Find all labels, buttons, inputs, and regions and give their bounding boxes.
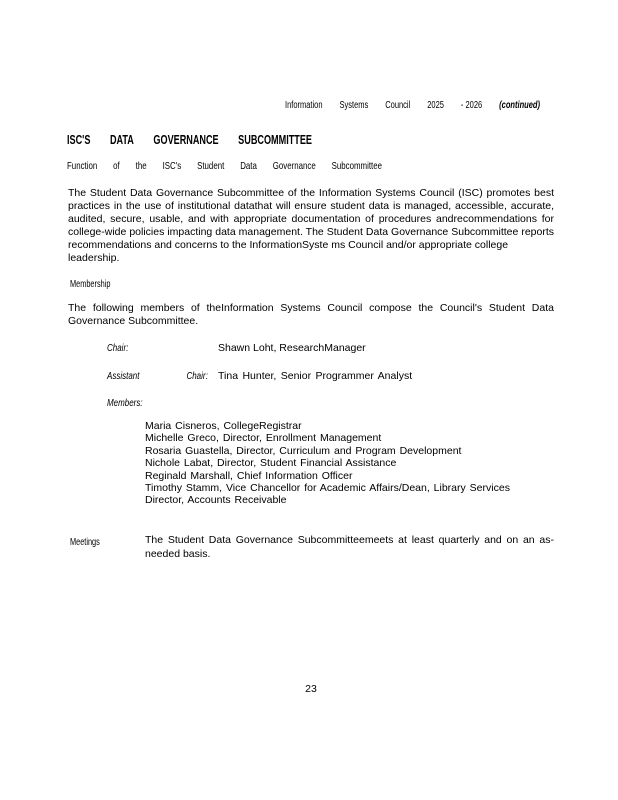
intro-paragraph [68, 187, 554, 265]
membership-intro-justified-lines [68, 302, 554, 315]
intro-paragraph-plain-lines [68, 239, 554, 265]
member-item: Director, Accounts Receivable [145, 494, 287, 507]
function-heading [67, 160, 382, 172]
page-number: 23 [305, 683, 317, 695]
assistant-chair-value: Tina Hunter, Senior Programmer Analyst [218, 370, 413, 382]
header-word: Council [385, 100, 411, 111]
function-heading-word: Function [67, 160, 98, 172]
header-word: Information [285, 100, 323, 111]
assistant-chair-label [107, 371, 208, 382]
header-word: (continued) [499, 100, 540, 111]
header-word: - 2026 [460, 100, 483, 111]
meetings-plain-lines [145, 548, 554, 562]
function-heading-word: Student [197, 160, 225, 172]
paragraph-line: The Student Data Governance Subcommitteemeets at least quarterly and on an as- [145, 534, 554, 546]
membership-heading: Membership [70, 278, 111, 290]
title-word: GOVERNANCE [153, 132, 219, 147]
paragraph-line: college-wide policies impacting data management. The Student Data Governance Subcommittee reports [68, 226, 554, 238]
membership-intro-plain-lines [68, 315, 554, 328]
member-item: Timothy Stamm, Vice Chancellor for Academic Affairs/Dean, Library Services [145, 482, 510, 495]
function-heading-word: Data [240, 160, 257, 172]
function-heading-word: Governance [272, 160, 316, 172]
function-heading-word: ISC's [162, 160, 182, 172]
function-heading-word: of [113, 160, 120, 172]
title-word: DATA [109, 132, 134, 147]
paragraph-line: The Student Data Governance Subcommittee of the Information Systems Council (ISC) promotes best [68, 187, 554, 199]
paragraph-line: practices in the use of institutional datathat will ensure student data is managed, accessible, accurate, [68, 200, 554, 212]
member-item: Reginald Marshall, Chief Information Officer [145, 469, 353, 482]
assistant-chair-label-word: Assistant [107, 371, 140, 382]
function-heading-word: Subcommittee [331, 160, 382, 172]
meetings-paragraph [145, 534, 554, 561]
member-item: Nichole Labat, Director, Student Financial Assistance [145, 457, 397, 470]
paragraph-line: audited, secure, usable, and with appropriate documentation of procedures andrecommendations for [68, 213, 554, 225]
membership-intro-paragraph [68, 302, 554, 328]
members-list [145, 420, 510, 507]
paragraph-line: recommendations and concerns to the InformationSyste ms Council and/or appropriate college [68, 239, 509, 251]
member-item: Maria Cisneros, CollegeRegistrar [145, 420, 302, 432]
member-item: Michelle Greco, Director, Enrollment Management [145, 432, 382, 445]
document-title [67, 132, 312, 147]
meetings-justified-lines [145, 534, 554, 548]
title-word: SUBCOMMITTEE [238, 132, 312, 147]
assistant-chair-label-word: Chair: [186, 371, 208, 382]
title-word: ISC'S [67, 132, 91, 147]
function-heading-word: the [135, 160, 147, 172]
members-label: Members: [107, 398, 143, 409]
intro-paragraph-justified-lines [68, 187, 554, 239]
member-item: Rosaria Guastella, Director, Curriculum and Program Development [145, 444, 462, 457]
paragraph-line: needed basis. [145, 547, 211, 560]
header-word: Systems [339, 100, 369, 111]
paragraph-line: The following members of theInformation Systems Council compose the Council's Student Data [68, 302, 554, 314]
paragraph-line: Governance Subcommittee. [68, 315, 199, 327]
chair-label: Chair: [107, 343, 129, 354]
chair-value: Shawn Loht, ResearchManager [218, 342, 366, 354]
paragraph-line: leadership. [68, 252, 120, 264]
page-header [285, 100, 540, 111]
header-word: 2025 [427, 100, 444, 111]
meetings-heading: Meetings [70, 536, 100, 548]
